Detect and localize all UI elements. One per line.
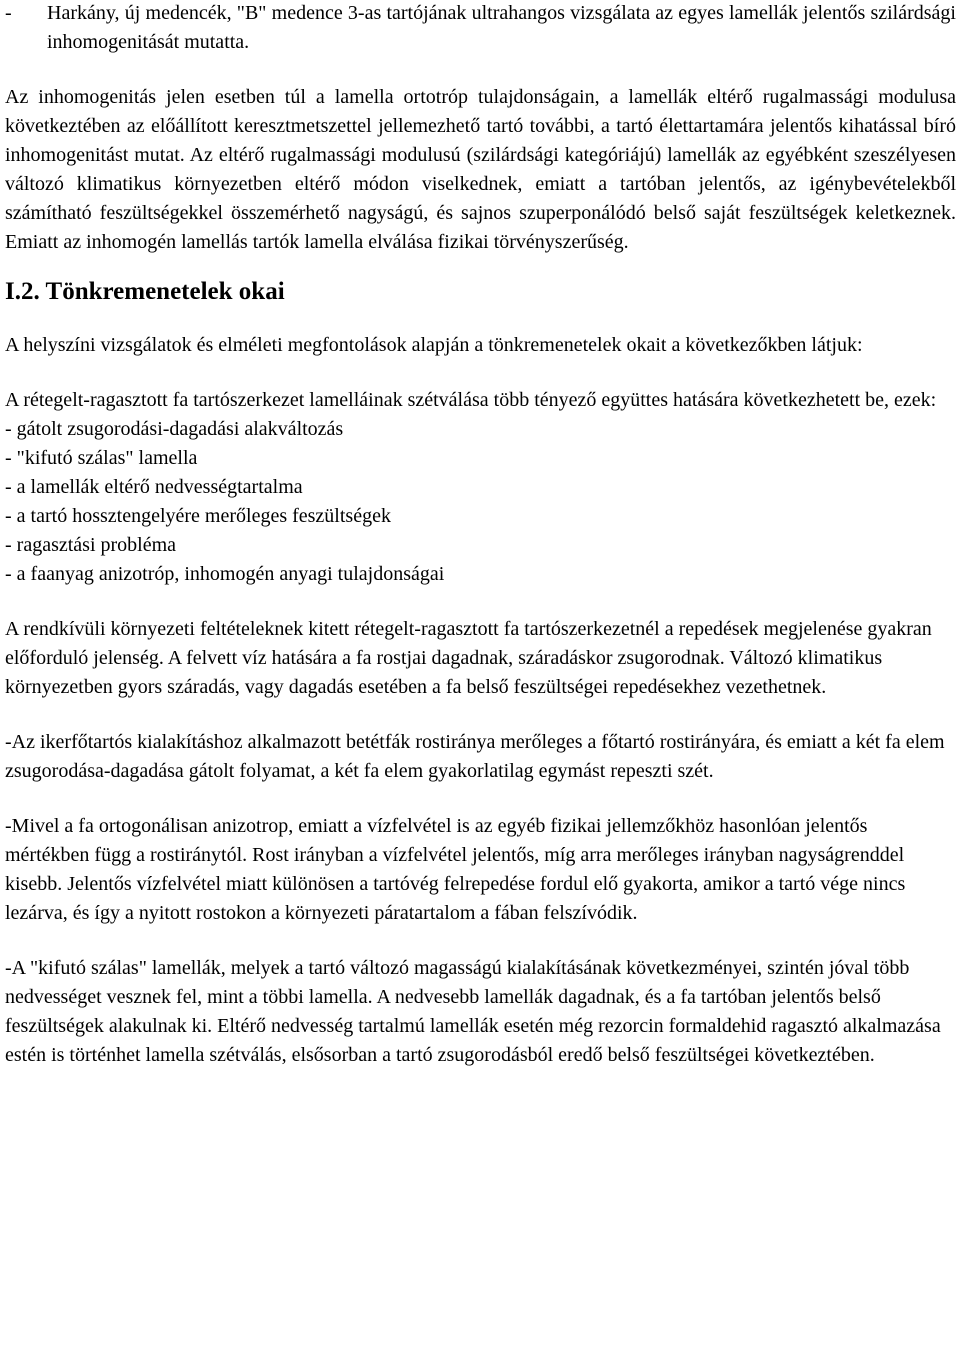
- section-heading: I.2. Tönkremenetelek okai: [5, 278, 285, 305]
- document-page: [5, 0, 956, 1070]
- paragraph-investigation: A helyszíni vizsgálatok és elméleti megfontolások alapján a tönkremenetelek okait a következőkben látjuk:: [5, 334, 863, 356]
- causes-list: [5, 415, 956, 589]
- paragraph-anisotropy: -Mivel a fa ortogonálisan anizotrop, emiatt a vízfelvétel is az egyéb fizikai jellemzőkhöz hasonlóan jelentős mértékben függ a rostiránytól. Rost irányban a vízfelvétel jelentős, míg arra merőleges irányban nagyságrenddel kisebb. Jelentős vízfelvétel miatt különösen a tartóvég felrepedése fordul elő gyakorta, amikor a tartó vége nincs lezárva, és így a nyitott rostokon a környezeti páratartalom a fában felszívódik.: [5, 815, 906, 924]
- paragraph-environment: A rendkívüli környezeti feltételeknek kitett rétegelt-ragasztott fa tartószerkezetnél a repedések megjelenése gyakran előforduló jelenség. A felvett víz hatására a fa rostjai dagadnak, száradáskor zsugorodnak. Változó klimatikus környezetben gyors száradás, vagy dagadás esetében a fa belső feszültségei repedésekhez vezethetnek.: [5, 618, 932, 698]
- list-item: - a tartó hossztengelyére merőleges feszültségek: [5, 505, 391, 527]
- paragraph-twin-beam: -Az ikerfőtartós kialakításhoz alkalmazott betétfák rostiránya merőleges a főtartó rostirányára, és emiatt a két fa elem zsugorodása-dagadása gátolt folyamat, a két fa elem gyakorlatilag egymást repeszti szét.: [5, 731, 945, 782]
- list-dash: -: [5, 2, 12, 24]
- list-item: - ragasztási probléma: [5, 534, 177, 556]
- intro-item-text: Harkány, új medencék, "B" medence 3-as tartójának ultrahangos vizsgálata az egyes lamellák jelentős szilárdsági inhomogenitását mutatta.: [47, 2, 956, 53]
- list-item: - a lamellák eltérő nedvességtartalma: [5, 476, 303, 498]
- intro-list-item: [5, 0, 956, 57]
- paragraph-causes-intro: A rétegelt-ragasztott fa tartószerkezet lamelláinak szétválása több tényező együttes hatására következhetett be, ezek:: [5, 389, 937, 411]
- paragraph-runout-grain: -A "kifutó szálas" lamellák, melyek a tartó változó magasságú kialakításának következményei, szintén jóval több nedvességet vesznek fel, mint a többi lamella. A nedvesebb lamellák dagadnak, és a fa tartóban jelentős belső feszültségek alakulnak ki. Eltérő nedvesség tartalmú lamellák esetén még rezorcin formaldehid ragasztó alkalmazása estén is történhet lamella szétválás, elsősorban a tartó zsugorodásból eredő belső feszültségei következtében.: [5, 957, 941, 1066]
- list-item: - "kifutó szálas" lamella: [5, 447, 198, 469]
- list-item: - a faanyag anizotróp, inhomogén anyagi tulajdonságai: [5, 563, 445, 585]
- list-item: - gátolt zsugorodási-dagadási alakváltozás: [5, 418, 344, 440]
- paragraph-inhomogeneity: Az inhomogenitás jelen esetben túl a lamella ortotróp tulajdonságain, a lamellák eltérő rugalmassági modulusa következtében az előállított keresztmetszettel jellemezhető tartó további, a tartó élettartamára jelentős kihatással bíró inhomogenitást mutat. Az eltérő rugalmassági modulusú (szilárdsági kategóriájú) lamellák az egyébként szeszélyesen változó klimatikus környezetben eltérő módon viselkednek, emiatt a tartóban jelentős, az igénybevételekből számítható feszültségekkel összemérhető nagyságú, és sajnos szuperponálódó belső saját feszültségek keletkeznek. Emiatt az inhomogén lamellás tartók lamella elválása fizikai törvényszerűség.: [5, 86, 956, 253]
